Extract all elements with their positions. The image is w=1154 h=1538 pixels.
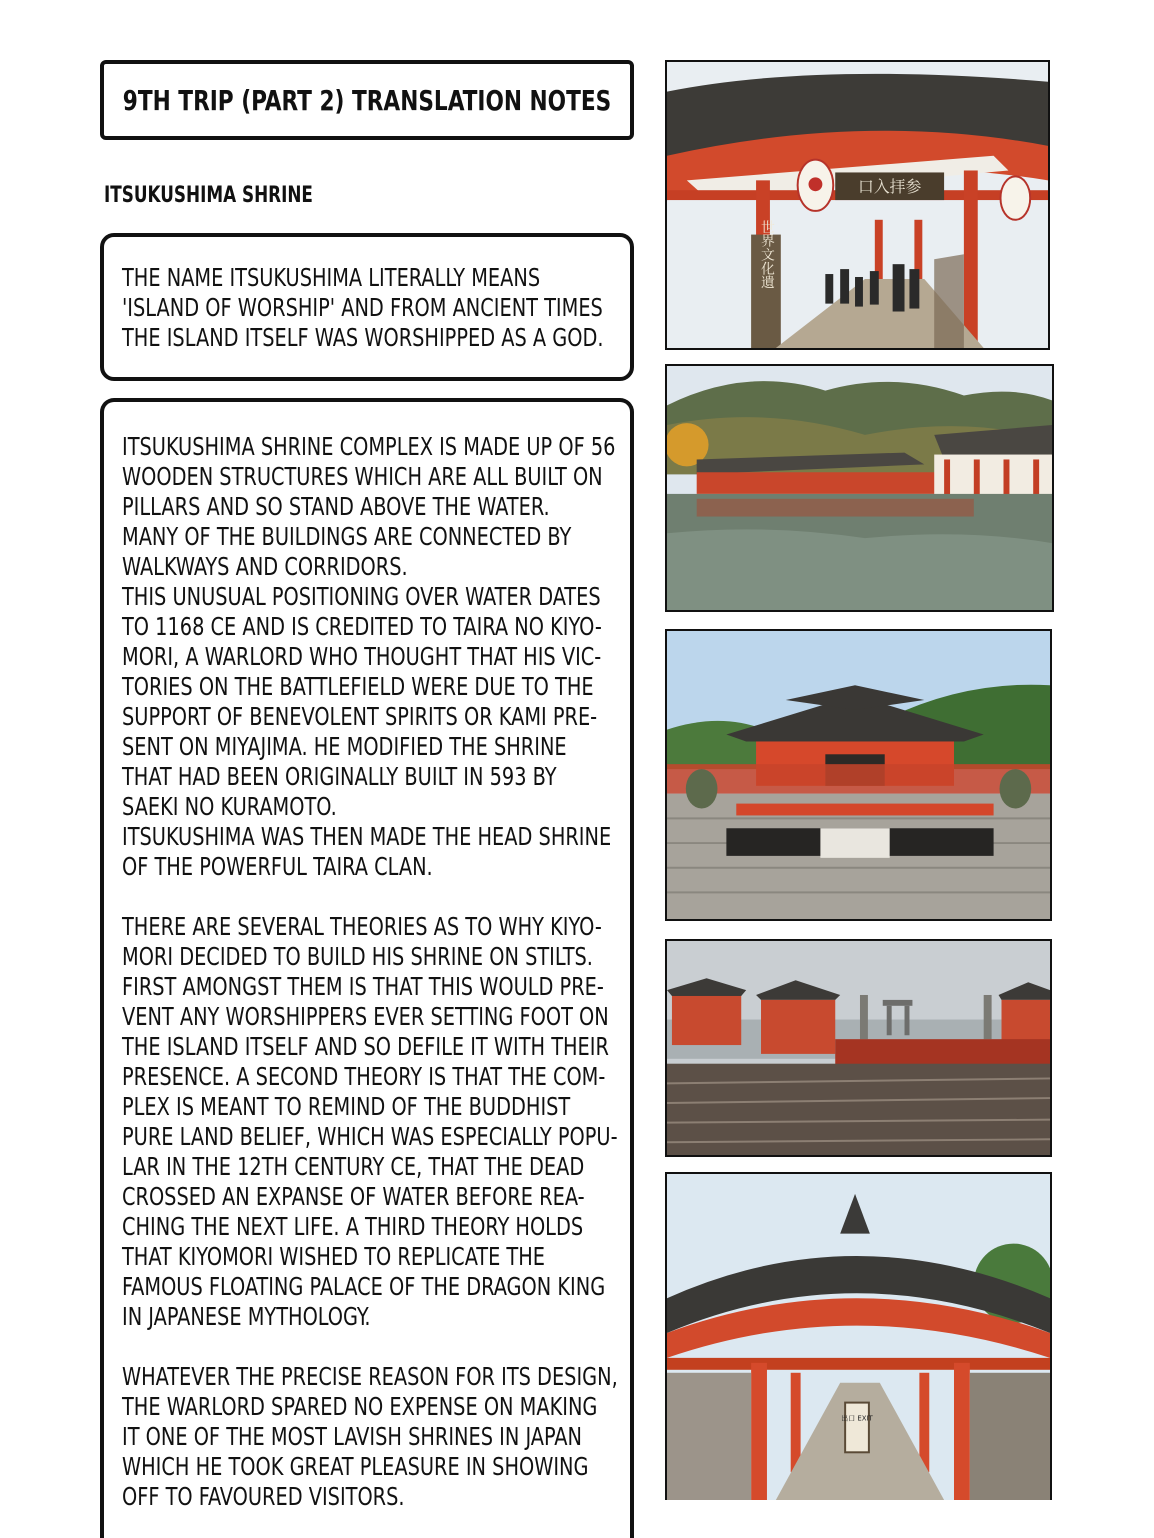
- main-note-box: [100, 398, 634, 1538]
- text-line: THE ISLAND ITSELF WAS WORSHIPPED AS A GOD.: [122, 323, 604, 352]
- text-line: IN JAPANESE MYTHOLOGY.: [122, 1302, 371, 1331]
- section-heading: ITSUKUSHIMA SHRINE: [104, 183, 313, 208]
- intro-note-text: [122, 263, 604, 353]
- text-line: OFF TO FAVOURED VISITORS.: [122, 1482, 405, 1511]
- text-line: SAEKI NO KURAMOTO.: [122, 792, 337, 821]
- main-note-text: [122, 432, 618, 1512]
- photo-corridor-entrance: [665, 60, 1050, 350]
- plaque-text: 世界文化遺: [757, 219, 774, 289]
- text-line: THAT HAD BEEN ORIGINALLY BUILT IN 593 BY: [122, 762, 557, 791]
- text-line: VENT ANY WORSHIPPERS EVER SETTING FOOT ON: [122, 1002, 609, 1031]
- page-title-box: [100, 60, 634, 140]
- text-line: THE ISLAND ITSELF AND SO DEFILE IT WITH THEIR: [122, 1032, 609, 1061]
- text-line: TORIES ON THE BATTLEFIELD WERE DUE TO THE: [122, 672, 594, 701]
- photo-exit-corridor: [665, 1172, 1052, 1500]
- text-line: [122, 882, 569, 912]
- text-line: ITSUKUSHIMA SHRINE COMPLEX IS MADE UP OF 56: [122, 432, 616, 461]
- text-line: MORI, A WARLORD WHO THOUGHT THAT HIS VIC-: [122, 642, 602, 671]
- text-line: SENT ON MIYAJIMA. HE MODIFIED THE SHRINE: [122, 732, 567, 761]
- intro-note-box: [100, 233, 634, 381]
- exit-sign-text: 出口 EXIT: [841, 1414, 873, 1423]
- text-line: WHATEVER THE PRECISE REASON FOR ITS DESIGN,: [122, 1362, 618, 1391]
- text-line: 'ISLAND OF WORSHIP' AND FROM ANCIENT TIMES: [122, 293, 603, 322]
- text-line: PRESENCE. A SECOND THEORY IS THAT THE COM-: [122, 1062, 606, 1091]
- text-line: PLEX IS MEANT TO REMIND OF THE BUDDHIST: [122, 1092, 571, 1121]
- photo-main-hall-deck: [665, 629, 1052, 921]
- text-line: THERE ARE SEVERAL THEORIES AS TO WHY KIYO-: [122, 912, 602, 941]
- text-line: THE NAME ITSUKUSHIMA LITERALLY MEANS: [122, 263, 541, 292]
- text-line: FIRST AMONGST THEM IS THAT THIS WOULD PRE-: [122, 972, 604, 1001]
- text-line: WOODEN STRUCTURES WHICH ARE ALL BUILT ON: [122, 462, 603, 491]
- photo-shrine-over-water: [665, 364, 1054, 612]
- photo-wet-deck-torii: [665, 939, 1052, 1157]
- text-line: WALKWAYS AND CORRIDORS.: [122, 552, 408, 581]
- text-line: OF THE POWERFUL TAIRA CLAN.: [122, 852, 433, 881]
- text-line: THE WARLORD SPARED NO EXPENSE ON MAKING: [122, 1392, 598, 1421]
- text-line: MANY OF THE BUILDINGS ARE CONNECTED BY: [122, 522, 572, 551]
- text-line: IT ONE OF THE MOST LAVISH SHRINES IN JAPAN: [122, 1422, 583, 1451]
- text-line: THAT KIYOMORI WISHED TO REPLICATE THE: [122, 1242, 546, 1271]
- text-line: [122, 1332, 569, 1362]
- text-line: CROSSED AN EXPANSE OF WATER BEFORE REA-: [122, 1182, 585, 1211]
- text-line: PILLARS AND SO STAND ABOVE THE WATER.: [122, 492, 550, 521]
- text-line: THIS UNUSUAL POSITIONING OVER WATER DATES: [122, 582, 601, 611]
- text-line: CHING THE NEXT LIFE. A THIRD THEORY HOLDS: [122, 1212, 584, 1241]
- text-line: FAMOUS FLOATING PALACE OF THE DRAGON KING: [122, 1272, 606, 1301]
- text-line: TO 1168 CE AND IS CREDITED TO TAIRA NO KIYO-: [122, 612, 602, 641]
- text-line: MORI DECIDED TO BUILD HIS SHRINE ON STILTS.: [122, 942, 593, 971]
- text-line: WHICH HE TOOK GREAT PLEASURE IN SHOWING: [122, 1452, 589, 1481]
- page-title: 9TH TRIP (PART 2) TRANSLATION NOTES: [122, 83, 612, 117]
- text-line: SUPPORT OF BENEVOLENT SPIRITS OR KAMI PRE-: [122, 702, 598, 731]
- text-line: PURE LAND BELIEF, WHICH WAS ESPECIALLY POPU-: [122, 1122, 618, 1151]
- text-line: LAR IN THE 12TH CENTURY CE, THAT THE DEAD: [122, 1152, 585, 1181]
- text-line: ITSUKUSHIMA WAS THEN MADE THE HEAD SHRINE: [122, 822, 612, 851]
- entrance-sign-text: 口入拝参: [858, 177, 922, 197]
